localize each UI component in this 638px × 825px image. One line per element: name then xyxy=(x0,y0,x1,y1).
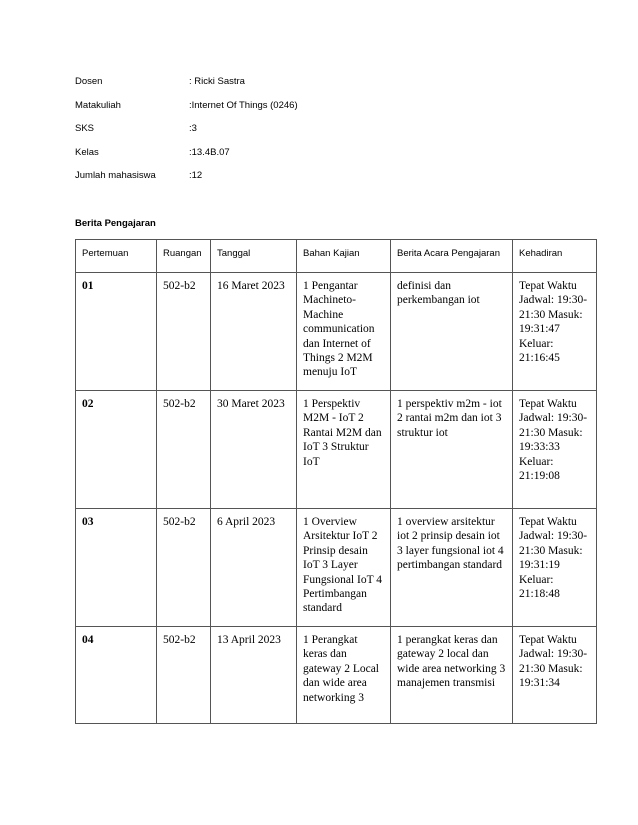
table-row xyxy=(76,391,597,509)
table-header-row xyxy=(76,240,597,273)
info-value: :Internet Of Things (0246) xyxy=(189,99,298,111)
cell-ruangan: 502-b2 xyxy=(157,509,211,627)
info-label: Dosen xyxy=(75,76,103,87)
cell-bahan-kajian: 1 Perspektiv M2M - IoT 2 Rantai M2M dan IoT 3 Struktur IoT xyxy=(297,391,391,509)
header-kehadiran: Kehadiran xyxy=(513,240,597,273)
info-value: :3 xyxy=(189,123,197,134)
cell-kehadiran: Tepat Waktu Jadwal: 19:30-21:30 Masuk: 19:33:33 Keluar: 21:19:08 xyxy=(513,391,597,509)
info-label: Jumlah mahasiswa xyxy=(75,170,156,181)
table-row xyxy=(76,273,597,391)
cell-berita-acara: definisi dan perkembangan iot xyxy=(391,273,513,391)
header-bahan-kajian: Bahan Kajian xyxy=(297,240,391,273)
cell-bahan-kajian: 1 Overview Arsitektur IoT 2 Prinsip desain IoT 3 Layer Fungsional IoT 4 Pertimbangan standard xyxy=(297,509,391,627)
cell-bahan-kajian: 1 Pengantar Machineto-Machine communication dan Internet of Things 2 M2M menuju IoT xyxy=(297,273,391,391)
header-ruangan: Ruangan xyxy=(157,240,211,273)
cell-tanggal: 6 April 2023 xyxy=(211,509,297,627)
table-row xyxy=(76,509,597,627)
cell-berita-acara: 1 overview arsitektur iot 2 prinsip desain iot 3 layer fungsional iot 4 pertimbangan standard xyxy=(391,509,513,627)
cell-ruangan: 502-b2 xyxy=(157,391,211,509)
cell-berita-acara: 1 perangkat keras dan gateway 2 local dan wide area networking 3 manajemen transmisi xyxy=(391,627,513,724)
info-label: Matakuliah xyxy=(75,99,121,111)
cell-bahan-kajian: 1 Perangkat keras dan gateway 2 Local dan wide area networking 3 xyxy=(297,627,391,724)
teaching-report-table xyxy=(75,239,597,724)
info-label: SKS xyxy=(75,123,95,134)
cell-tanggal: 30 Maret 2023 xyxy=(211,391,297,509)
cell-kehadiran: Tepat Waktu Jadwal: 19:30-21:30 Masuk: 19:31:34 xyxy=(513,627,597,724)
cell-tanggal: 13 April 2023 xyxy=(211,627,297,724)
cell-pertemuan: 03 xyxy=(76,509,157,627)
cell-pertemuan: 01 xyxy=(76,273,157,391)
cell-ruangan: 502-b2 xyxy=(157,627,211,724)
section-title: Berita Pengajaran xyxy=(75,218,156,229)
cell-berita-acara: 1 perspektiv m2m - iot 2 rantai m2m dan iot 3 struktur iot xyxy=(391,391,513,509)
info-value: : Ricki Sastra xyxy=(189,76,245,87)
info-value: :12 xyxy=(189,170,203,181)
table-row xyxy=(76,627,597,724)
cell-pertemuan: 02 xyxy=(76,391,157,509)
cell-kehadiran: Tepat Waktu Jadwal: 19:30-21:30 Masuk: 19:31:19 Keluar: 21:18:48 xyxy=(513,509,597,627)
header-pertemuan: Pertemuan xyxy=(76,240,157,273)
header-berita-acara: Berita Acara Pengajaran xyxy=(391,240,513,273)
cell-kehadiran: Tepat Waktu Jadwal: 19:30-21:30 Masuk: 19:31:47 Keluar: 21:16:45 xyxy=(513,273,597,391)
cell-pertemuan: 04 xyxy=(76,627,157,724)
info-label: Kelas xyxy=(75,146,99,158)
header-tanggal: Tanggal xyxy=(211,240,297,273)
cell-ruangan: 502-b2 xyxy=(157,273,211,391)
info-value: :13.4B.07 xyxy=(189,146,230,158)
cell-tanggal: 16 Maret 2023 xyxy=(211,273,297,391)
